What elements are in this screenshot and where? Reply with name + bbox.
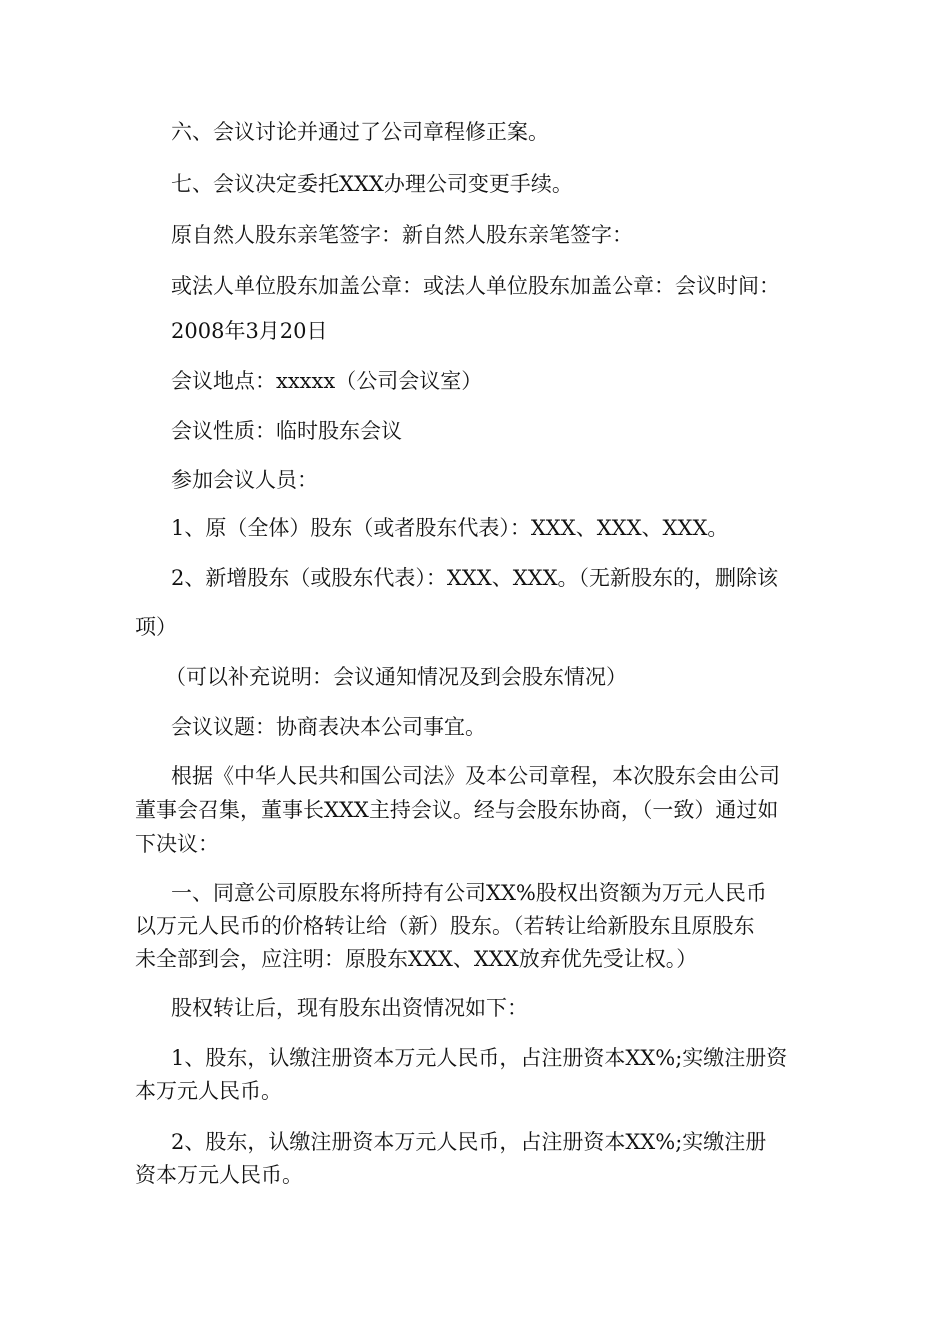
signature-legal-entity: 或法人单位股东加盖公章：或法人单位股东加盖公章：会议时间： <box>171 274 780 298</box>
attendee-original-shareholders: 1、原（全体）股东（或者股东代表）：XXX、XXX、XXX。 <box>171 516 729 540</box>
supplementary-note: （可以补充说明：会议通知情况及到会股东情况） <box>165 665 627 689</box>
shareholder-one-1: 1、股东，认缴注册资本万元人民币，占注册资本XX%;实缴注册资 <box>171 1046 788 1070</box>
post-transfer-heading: 股权转让后，现有股东出资情况如下： <box>171 996 528 1020</box>
attendee-new-shareholders: 2、新增股东（或股东代表）：XXX、XXX。（无新股东的，删除该 <box>171 566 779 590</box>
resolution-intro-3: 下决议： <box>135 832 219 856</box>
shareholder-two-2: 资本万元人民币。 <box>135 1163 303 1187</box>
resolution-one-1: 一、同意公司原股东将所持有公司XX%股权出资额为万元人民币 <box>171 881 767 905</box>
resolution-intro-2: 董事会召集，董事长XXX主持会议。经与会股东协商，（一致）通过如 <box>135 798 779 822</box>
item-six: 六、会议讨论并通过了公司章程修正案。 <box>171 120 549 144</box>
meeting-date: 2008年3月20日 <box>171 319 328 343</box>
attendee-new-shareholders-cont: 项） <box>135 615 177 639</box>
shareholder-one-2: 本万元人民币。 <box>135 1079 282 1103</box>
meeting-topic: 会议议题：协商表决本公司事宜。 <box>171 715 486 739</box>
resolution-one-2: 以万元人民币的价格转让给（新）股东。（若转让给新股东且原股东 <box>135 914 755 938</box>
resolution-intro-1: 根据《中华人民共和国公司法》及本公司章程，本次股东会由公司 <box>171 764 780 788</box>
shareholder-two-1: 2、股东，认缴注册资本万元人民币，占注册资本XX%;实缴注册 <box>171 1130 767 1154</box>
attendees-heading: 参加会议人员： <box>171 468 318 492</box>
resolution-one-3: 未全部到会，应注明：原股东XXX、XXX放弃优先受让权。） <box>135 947 698 971</box>
meeting-nature: 会议性质：临时股东会议 <box>171 419 402 443</box>
meeting-location: 会议地点：xxxxx（公司会议室） <box>171 369 483 393</box>
signature-natural-person: 原自然人股东亲笔签字：新自然人股东亲笔签字： <box>171 223 633 247</box>
item-seven: 七、会议决定委托XXX办理公司变更手续。 <box>171 172 573 196</box>
